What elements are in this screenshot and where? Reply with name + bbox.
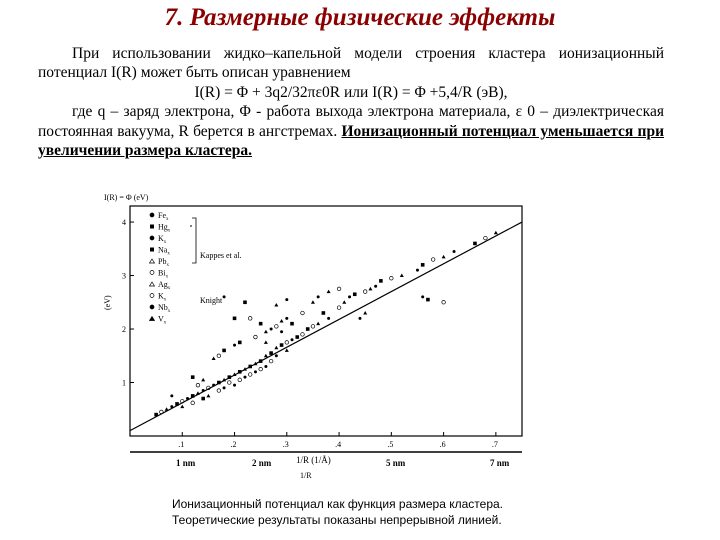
data-point bbox=[390, 276, 394, 280]
caption-line-2: Теоретические результаты показаны непрерывной линией. bbox=[172, 513, 502, 527]
group-label-knight: Knight bbox=[200, 296, 223, 305]
x-tick-label: .2 bbox=[230, 440, 237, 449]
data-point bbox=[353, 292, 357, 296]
data-point bbox=[233, 344, 236, 347]
data-point bbox=[431, 258, 435, 262]
data-point bbox=[442, 300, 446, 304]
highlight-conclusion: Ионизационный потенциал уменьшается при увеличении размера кластера. bbox=[38, 122, 664, 160]
data-point bbox=[170, 394, 173, 397]
legend-marker bbox=[150, 248, 154, 252]
data-point bbox=[259, 359, 263, 363]
x-tick-label: .6 bbox=[439, 440, 446, 449]
legend-marker bbox=[150, 213, 154, 217]
group-label-kappes: Kappes et al. bbox=[200, 251, 242, 260]
data-point bbox=[363, 311, 367, 315]
data-point bbox=[426, 298, 430, 302]
data-point bbox=[217, 389, 221, 393]
x-tick-label: .7 bbox=[491, 440, 498, 449]
data-point bbox=[291, 338, 294, 341]
legend-marker bbox=[150, 236, 154, 240]
data-point bbox=[311, 325, 315, 329]
data-point bbox=[274, 303, 278, 307]
data-point bbox=[165, 407, 169, 411]
data-point bbox=[154, 413, 158, 417]
data-point bbox=[274, 346, 278, 350]
bottom-scale-label: 7 nm bbox=[490, 458, 510, 468]
data-point bbox=[217, 381, 221, 385]
data-point bbox=[301, 311, 305, 315]
data-point bbox=[212, 356, 216, 360]
legend-marker bbox=[150, 271, 154, 275]
legend-label: $Hg_x$ bbox=[158, 222, 171, 234]
x-tick-label: .4 bbox=[335, 440, 342, 449]
data-point bbox=[254, 335, 258, 339]
data-point bbox=[348, 295, 351, 298]
data-point bbox=[264, 354, 268, 358]
data-point bbox=[285, 348, 289, 352]
x-axis-label: 1/R (1/Å) bbox=[296, 455, 331, 465]
data-point bbox=[206, 394, 210, 398]
data-point bbox=[259, 367, 263, 371]
data-point bbox=[160, 410, 164, 414]
y-axis-title: I(R) = Φ (eV) bbox=[104, 193, 149, 202]
theory-fit-line bbox=[130, 222, 522, 431]
equation: I(R) = Φ + 3q2/32πε0R или I(R) = Φ +5,4/R (эВ), bbox=[194, 83, 508, 101]
data-point bbox=[212, 384, 215, 387]
data-point bbox=[259, 322, 263, 326]
data-point bbox=[379, 279, 383, 283]
data-point bbox=[363, 290, 367, 294]
data-point bbox=[342, 300, 346, 304]
scatter-plot bbox=[100, 188, 540, 482]
data-point bbox=[238, 378, 242, 382]
legend-marker bbox=[150, 305, 154, 309]
data-point bbox=[248, 373, 252, 377]
data-point bbox=[285, 341, 289, 345]
data-point bbox=[264, 330, 268, 334]
legend-label: $Bi_x$ bbox=[158, 268, 169, 280]
data-point bbox=[442, 255, 446, 259]
data-point bbox=[306, 327, 310, 331]
caption-line-1: Ионизационный потенциал как функция размера кластера. bbox=[172, 497, 504, 511]
data-point bbox=[317, 295, 320, 298]
bottom-scale-label: 5 nm bbox=[386, 458, 406, 468]
legend-marker bbox=[150, 259, 155, 263]
data-point bbox=[280, 319, 284, 323]
data-point bbox=[222, 349, 226, 353]
paragraph-line-2: где q – заряд электрона, Φ - работа выхода электрона материала, ε 0 – диэлектрическая постоянная вакуума, R берется в ангстремах. bbox=[38, 103, 664, 140]
data-point bbox=[186, 397, 189, 400]
y-tick-label: 2 bbox=[122, 325, 126, 335]
figure-caption bbox=[172, 496, 592, 528]
data-point bbox=[264, 340, 268, 344]
data-point bbox=[275, 354, 278, 357]
data-point bbox=[191, 401, 195, 405]
data-point bbox=[270, 328, 273, 331]
data-point bbox=[285, 298, 288, 301]
data-point bbox=[175, 402, 179, 406]
data-point bbox=[223, 295, 226, 298]
data-point bbox=[201, 378, 205, 382]
legend-bracket bbox=[192, 218, 196, 263]
data-point bbox=[416, 269, 419, 272]
y-tick-label: 4 bbox=[122, 218, 126, 228]
legend-label: $Nb_x$ bbox=[158, 303, 171, 314]
legend-marker bbox=[150, 294, 154, 298]
data-point bbox=[228, 375, 232, 379]
data-point bbox=[337, 306, 341, 310]
data-point bbox=[196, 383, 200, 387]
data-point bbox=[223, 386, 226, 389]
data-point bbox=[217, 354, 221, 358]
data-point bbox=[264, 365, 267, 368]
data-point bbox=[301, 333, 305, 337]
data-point bbox=[327, 317, 330, 320]
slide-title: 7. Размерные физические эффекты bbox=[164, 4, 556, 31]
data-point bbox=[233, 384, 236, 387]
x-tick-label: .1 bbox=[178, 440, 185, 449]
data-point bbox=[248, 317, 252, 321]
legend bbox=[150, 211, 171, 326]
x-tick-label: .3 bbox=[282, 440, 289, 449]
data-point bbox=[238, 341, 242, 345]
data-point bbox=[243, 300, 247, 304]
legend-marker bbox=[150, 317, 155, 321]
data-point bbox=[494, 231, 498, 235]
data-point bbox=[180, 405, 184, 409]
y-tick-label: 1 bbox=[122, 378, 126, 388]
data-point bbox=[311, 300, 315, 304]
body-paragraph bbox=[38, 44, 664, 160]
y-ticks bbox=[122, 218, 134, 387]
x-ticks bbox=[178, 432, 498, 449]
data-point bbox=[280, 330, 283, 333]
data-point bbox=[191, 394, 195, 398]
legend-label: $Fe_x$ bbox=[158, 211, 169, 222]
data-point bbox=[202, 389, 205, 392]
legend-marker bbox=[150, 225, 154, 229]
data-point bbox=[243, 376, 246, 379]
data-point bbox=[285, 317, 288, 320]
data-point bbox=[238, 370, 242, 374]
legend-label: $Ag_x$ bbox=[158, 280, 171, 291]
plot-frame bbox=[130, 206, 522, 436]
data-point bbox=[473, 242, 477, 246]
data-point bbox=[453, 250, 456, 253]
data-point bbox=[191, 375, 195, 379]
data-point bbox=[358, 317, 361, 320]
data-point bbox=[374, 285, 377, 288]
legend-label: $K_x$ bbox=[158, 291, 167, 303]
data-point bbox=[254, 370, 257, 373]
data-point bbox=[327, 290, 331, 294]
legend-label: $V_x$ bbox=[158, 314, 167, 326]
data-point bbox=[196, 391, 200, 395]
data-point bbox=[316, 322, 320, 326]
data-point bbox=[421, 263, 425, 267]
y-tick-label: 3 bbox=[122, 271, 126, 281]
y-axis-side-label: (eV) bbox=[103, 295, 112, 310]
data-point bbox=[484, 236, 488, 240]
data-point bbox=[233, 317, 237, 321]
paragraph-line-1: При использовании жидко–капельной модели строения кластера ионизационный потенциал I(R) может быть описан уравнением bbox=[38, 45, 664, 82]
data-point bbox=[170, 405, 173, 408]
data-point bbox=[248, 365, 252, 369]
legend-label: $Pb_x$ bbox=[158, 257, 169, 268]
legend-label: $Na_x$ bbox=[158, 245, 170, 257]
data-point bbox=[322, 311, 326, 315]
data-point bbox=[400, 274, 404, 278]
data-point bbox=[421, 295, 424, 298]
data-point bbox=[368, 287, 372, 291]
data-point bbox=[201, 397, 205, 401]
data-point bbox=[280, 343, 284, 347]
bottom-scale-label: 2 nm bbox=[252, 458, 272, 468]
data-point bbox=[337, 287, 341, 291]
legend-label: $K_x$ bbox=[158, 234, 167, 245]
data-point bbox=[290, 322, 294, 326]
data-point bbox=[269, 351, 273, 355]
data-point bbox=[269, 359, 273, 363]
bottom-scale-label: 1 nm bbox=[176, 458, 196, 468]
x-axis-sub-label: 1/R bbox=[300, 471, 312, 480]
legend-marker bbox=[150, 282, 155, 286]
x-tick-label: .5 bbox=[387, 440, 394, 449]
ionization-potential-figure bbox=[100, 188, 540, 482]
data-point bbox=[228, 381, 232, 385]
bottom-scale bbox=[176, 458, 510, 468]
data-point bbox=[275, 325, 279, 329]
data-point bbox=[295, 335, 299, 339]
